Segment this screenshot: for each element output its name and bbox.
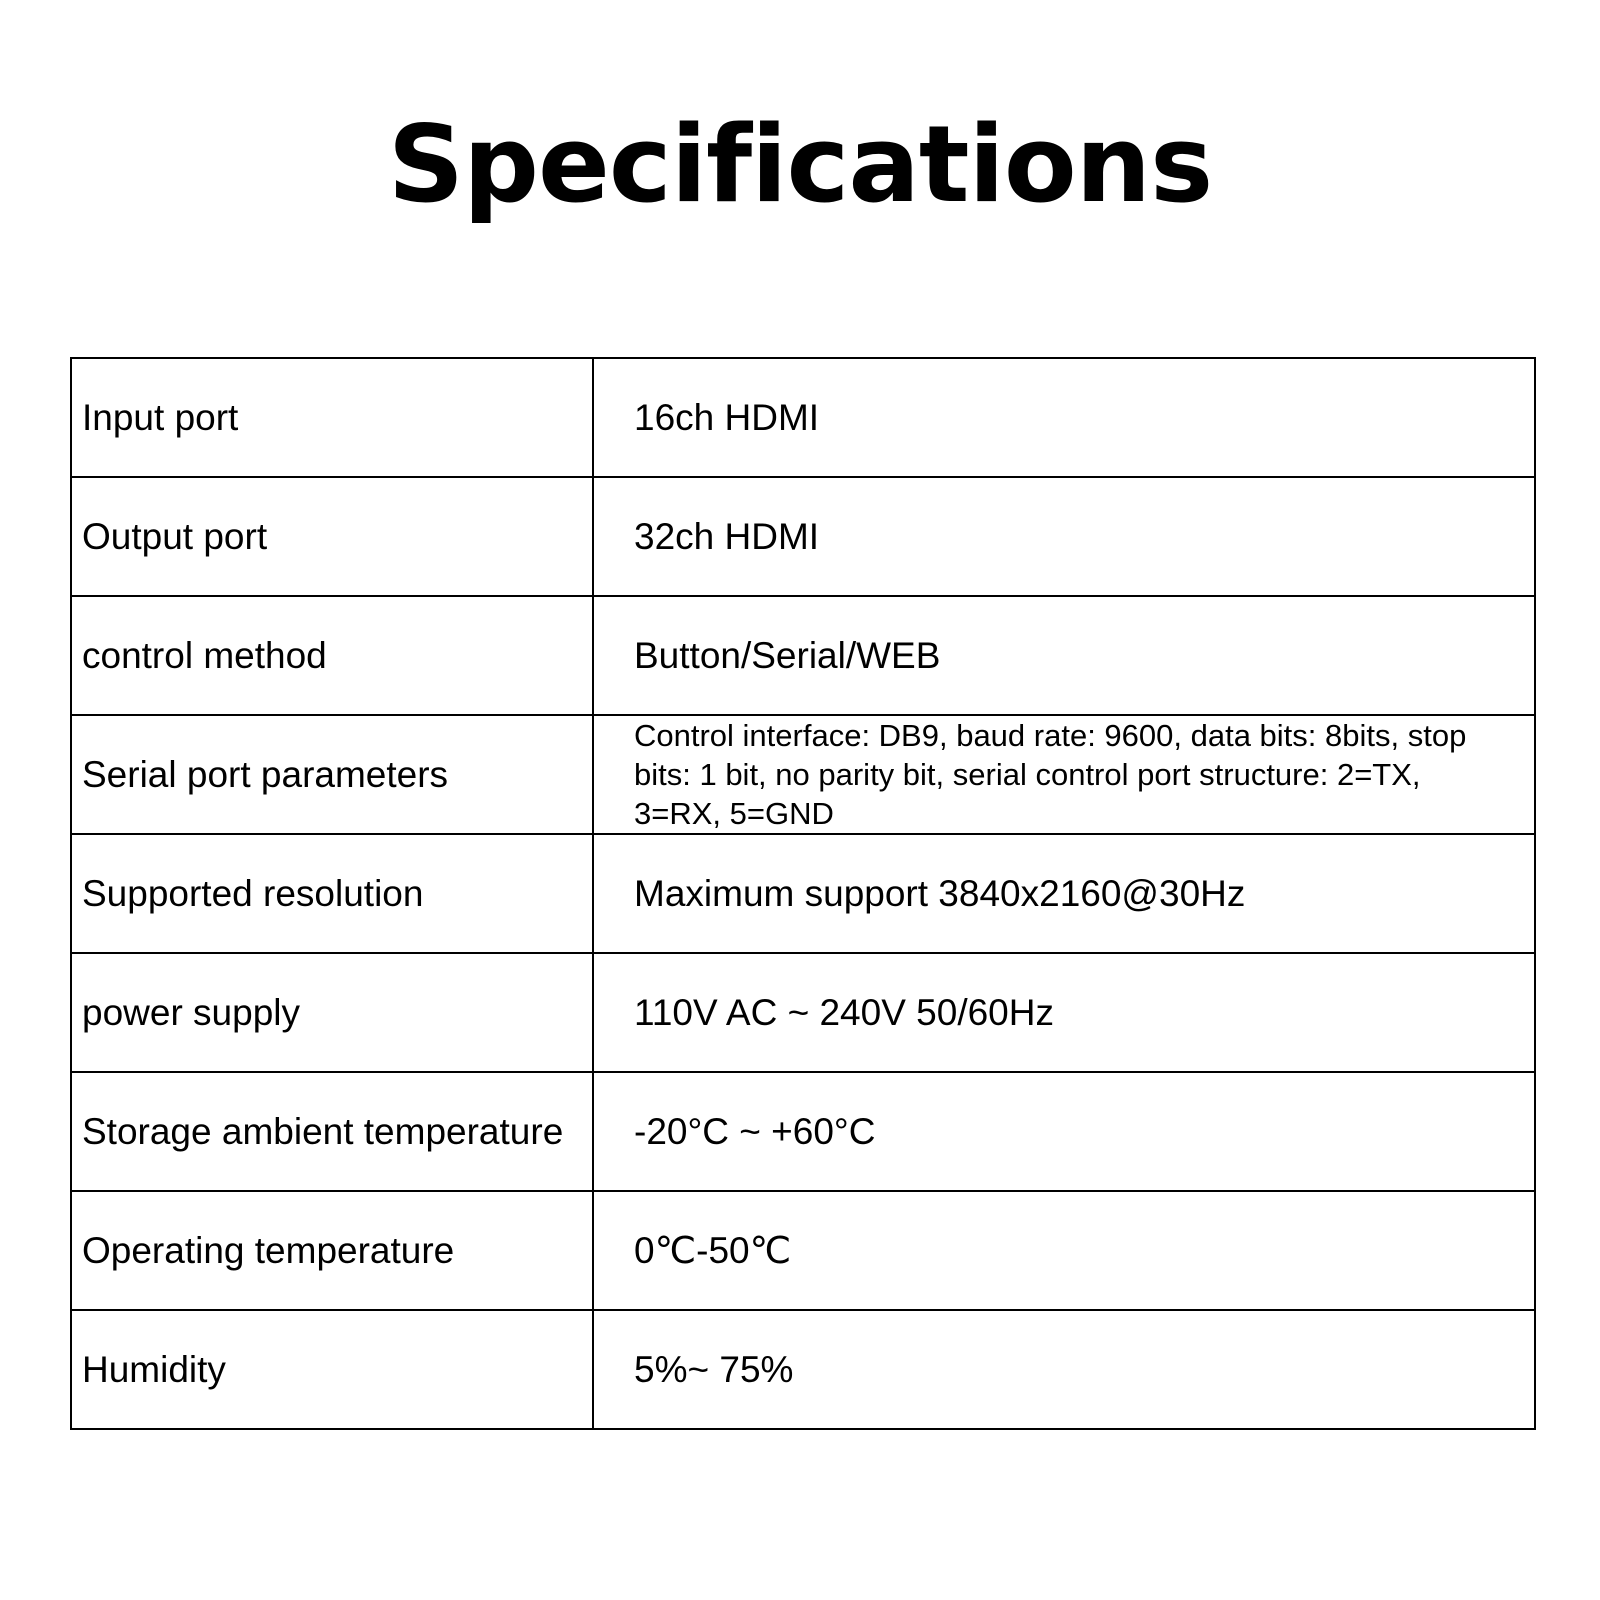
spec-value: -20°C ~ +60°C	[593, 1072, 1535, 1191]
spec-value: 110V AC ~ 240V 50/60Hz	[593, 953, 1535, 1072]
spec-value: 32ch HDMI	[593, 477, 1535, 596]
spec-label: Input port	[71, 358, 593, 477]
table-row	[71, 1072, 1535, 1191]
table-row	[71, 477, 1535, 596]
spec-value: Button/Serial/WEB	[593, 596, 1535, 715]
spec-value: Maximum support 3840x2160@30Hz	[593, 834, 1535, 953]
table-row	[71, 1310, 1535, 1429]
table-row	[71, 596, 1535, 715]
spec-label: Storage ambient temperature	[71, 1072, 593, 1191]
specifications-table	[70, 357, 1536, 1430]
table-row	[71, 953, 1535, 1072]
spec-label: Serial port parameters	[71, 715, 593, 834]
spec-value: Control interface: DB9, baud rate: 9600, data bits: 8bits, stop bits: 1 bit, no parity bit, serial control port structure: 2=TX, 3=RX, 5=GND	[593, 715, 1535, 834]
spec-value: 16ch HDMI	[593, 358, 1535, 477]
table-row	[71, 1191, 1535, 1310]
spec-label: Operating temperature	[71, 1191, 593, 1310]
spec-label: Output port	[71, 477, 593, 596]
spec-label: control method	[71, 596, 593, 715]
page-title: Specifications	[387, 103, 1213, 226]
spec-label: Humidity	[71, 1310, 593, 1429]
spec-label: Supported resolution	[71, 834, 593, 953]
table-row	[71, 715, 1535, 834]
spec-label: power supply	[71, 953, 593, 1072]
spec-value: 5%~ 75%	[593, 1310, 1535, 1429]
table-row	[71, 358, 1535, 477]
table-row	[71, 834, 1535, 953]
spec-value: 0℃-50℃	[593, 1191, 1535, 1310]
